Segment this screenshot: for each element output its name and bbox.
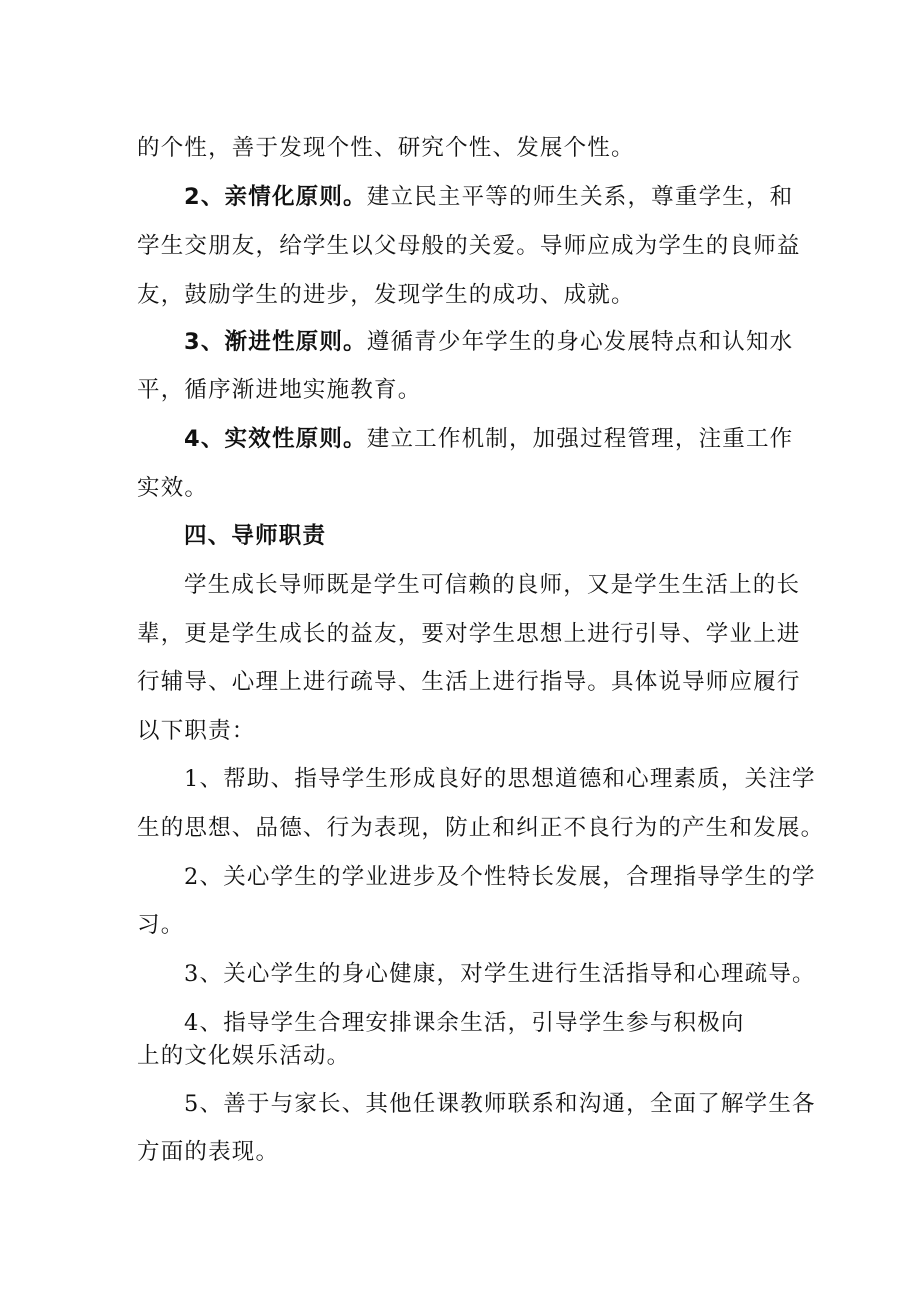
principle-2-line [184,182,793,212]
paragraph-line [137,716,256,746]
principle-4-line [184,424,793,454]
line-text: 方面的表现。 [137,1139,280,1165]
paragraph-line [137,813,824,843]
paragraph-line [137,910,184,940]
section-heading: 四、导师职责 [184,523,327,549]
line-text: 实效。 [137,475,209,501]
line-text: 1、帮助、指导学生形成良好的思想道德和心理素质，关注学 [184,766,816,792]
line-text: 学生成长导师既是学生可信赖的良师，又是学生生活上的长 [184,572,801,598]
line-text: 平，循序渐进地实施教育。 [137,377,422,403]
line-text: 辈，更是学生成长的益友，要对学生思想上进行引导、学业上进 [137,621,801,647]
duty-3-line [184,959,816,989]
line-text: 上的文化娱乐活动。 [137,1043,351,1069]
principle-3-heading: 3、渐进性原则。 [184,329,367,355]
paragraph-line [137,1041,350,1071]
paragraph-line [137,619,801,649]
line-text: 2、关心学生的学业进步及个性特长发展，合理指导学生的学 [184,864,816,890]
paragraph-line [137,667,801,697]
line-text: 友，鼓励学生的进步，发现学生的成功、成就。 [137,282,635,308]
paragraph-line [137,375,421,405]
paragraph-line [137,133,635,163]
line-text: 4、指导学生合理安排课余生活，引导学生参与积极向 [184,1010,745,1036]
paragraph-line [137,473,208,503]
line-text: 5、善于与家长、其他任课教师联系和沟通，全面了解学生各 [184,1091,816,1117]
line-text: 行辅导、心理上进行疏导、生活上进行指导。具体说导师应履行 [137,669,801,695]
principle-3-line [184,327,793,357]
principle-4-heading: 4、实效性原则。 [184,426,367,452]
paragraph-line [137,231,801,261]
line-text: 习。 [137,912,185,938]
duty-4-line [184,1008,745,1038]
duty-2-line [184,862,816,892]
duty-5-line [184,1089,816,1119]
line-text: 建立民主平等的师生关系，尊重学生，和 [366,184,794,210]
paragraph-line [184,570,800,600]
line-text: 学生交朋友，给学生以父母般的关爱。导师应成为学生的良师益 [137,233,801,259]
line-text: 3、关心学生的身心健康，对学生进行生活指导和心理疏导。 [184,961,816,987]
line-text: 的个性，善于发现个性、研究个性、发展个性。 [137,135,635,161]
line-text: 建立工作机制，加强过程管理，注重工作 [366,426,794,452]
duty-1-line [184,764,816,794]
paragraph-line [137,280,635,310]
line-text: 生的思想、品德、行为表现，防止和纠正不良行为的产生和发展。 [137,815,825,841]
line-text: 以下职责： [137,718,256,744]
line-text: 遵循青少年学生的身心发展特点和认知水 [366,329,794,355]
paragraph-line [137,1137,279,1167]
principle-2-heading: 2、亲情化原则。 [184,184,367,210]
